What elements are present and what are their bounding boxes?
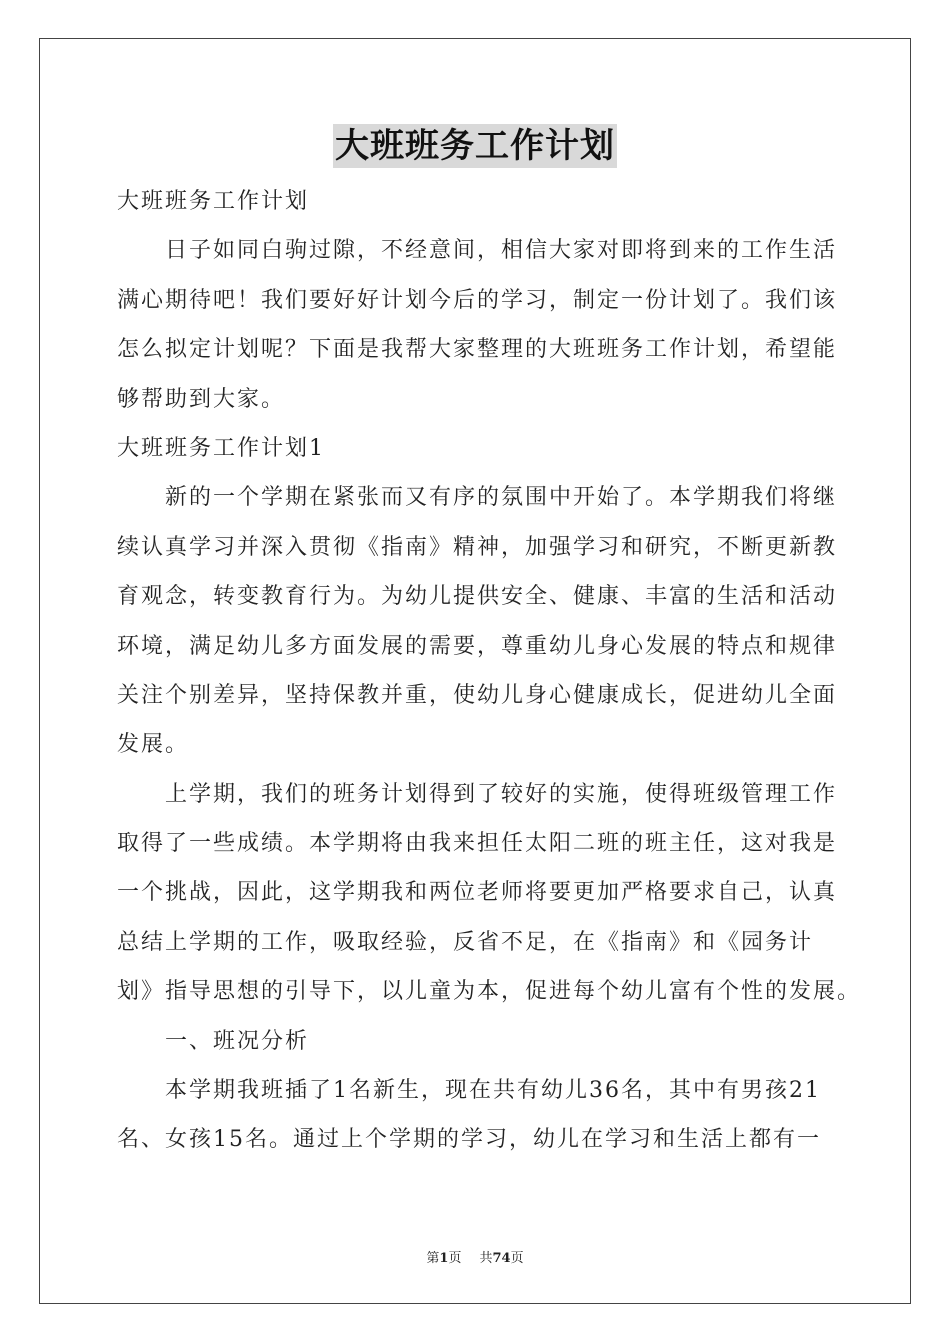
paragraph-line: 关注个别差异，坚持保教并重，使幼儿身心健康成长，促进幼儿全面 — [117, 682, 838, 708]
paragraph-line: 一个挑战，因此，这学期我和两位老师将要更加严格要求自己，认真 — [117, 880, 838, 906]
document-title: 大班班务工作计划 — [335, 126, 615, 166]
page-footer — [0, 1247, 950, 1266]
paragraph-line: 续认真学习并深入贯彻《指南》精神，加强学习和研究，不断更新教 — [117, 534, 838, 560]
paragraph-line: 划》指导思想的引导下，以儿童为本，促进每个幼儿富有个性的发展。 — [117, 979, 862, 1005]
paragraph-line: 上学期，我们的班务计划得到了较好的实施，使得班级管理工作 — [165, 781, 838, 807]
paragraph-line: 总结上学期的工作，吸取经验，反省不足，在《指南》和《园务计 — [117, 929, 814, 955]
total-prefix: 共 — [479, 1251, 493, 1266]
paragraph-line: 环境，满足幼儿多方面发展的需要，尊重幼儿身心发展的特点和规律 — [117, 633, 838, 659]
title-container — [0, 124, 950, 168]
subheading: 大班班务工作计划 — [117, 189, 310, 214]
page-suffix: 页 — [448, 1251, 462, 1266]
paragraph-line: 取得了一些成绩。本学期将由我来担任太阳二班的班主任，这对我是 — [117, 831, 838, 857]
total-suffix: 页 — [510, 1251, 524, 1266]
paragraph-line: 日子如同白驹过隙，不经意间，相信大家对即将到来的工作生活 — [165, 238, 838, 264]
paragraph-line: 育观念，转变教育行为。为幼儿提供安全、健康、丰富的生活和活动 — [117, 584, 838, 610]
paragraph-line: 名、女孩15名。通过上个学期的学习，幼儿在学习和生活上都有一 — [117, 1127, 821, 1153]
subheading: 大班班务工作计划1 — [117, 435, 325, 461]
document-body — [117, 177, 862, 1165]
total-pages: 74 — [492, 1251, 511, 1266]
page-number: 1 — [439, 1251, 449, 1266]
paragraph-line: 怎么拟定计划呢？下面是我帮大家整理的大班班务工作计划，希望能 — [117, 337, 838, 363]
paragraph-line: 新的一个学期在紧张而又有序的氛围中开始了。本学期我们将继 — [165, 485, 838, 511]
paragraph-line: 发展。 — [117, 732, 190, 758]
paragraph-line: 本学期我班插了1名新生，现在共有幼儿36名，其中有男孩21 — [165, 1078, 821, 1104]
page-prefix: 第 — [426, 1251, 440, 1266]
paragraph-line: 满心期待吧！我们要好好计划今后的学习，制定一份计划了。我们该 — [117, 287, 838, 313]
paragraph-line: 够帮助到大家。 — [117, 386, 286, 412]
section-heading: 一、班况分析 — [165, 1028, 310, 1054]
